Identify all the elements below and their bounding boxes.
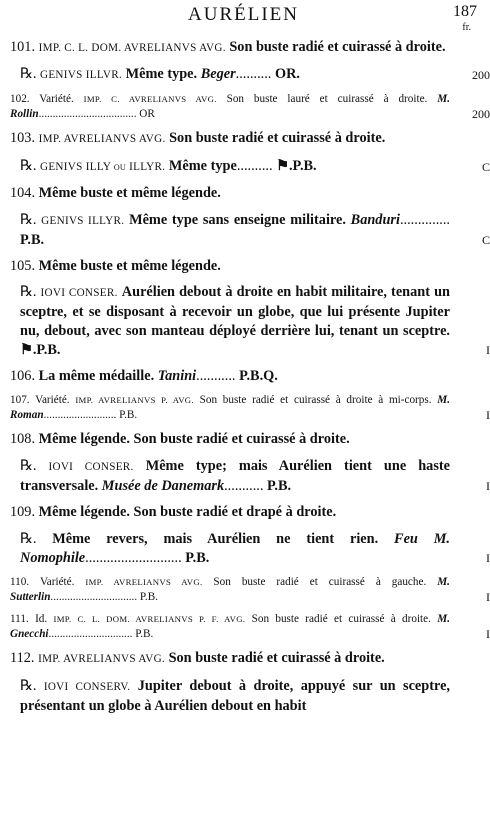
leader-dots: .............................. bbox=[48, 628, 133, 640]
entry-number: 108. bbox=[10, 431, 36, 447]
entry-description: Même légende. Son buste radié et drapé à droite. bbox=[38, 504, 337, 520]
rarity: I bbox=[486, 343, 490, 357]
metal-value: ⚑.P.B. bbox=[276, 158, 317, 174]
entry-description: Aurélien debout à droite en habit militaire, tenant un sceptre, et se disposant à recevoir un globe, que lui présente Jupiter nu, debout, avec son manteau déployé derrière lui, tenant un sceptre. bbox=[20, 284, 450, 339]
leader-dots: ............................... bbox=[50, 591, 138, 603]
variant-label: Id. bbox=[35, 613, 48, 625]
reverse-legend: GENIVS ILLY ou ILLYR. bbox=[39, 161, 166, 173]
reverse-symbol: ℞. bbox=[20, 212, 37, 228]
entry-description: Même type; mais Aurélien tient une haste transversale. bbox=[20, 458, 451, 494]
entry-description: Son buste radié et cuirassé à droite. bbox=[251, 613, 431, 625]
leader-dots: .......... bbox=[236, 158, 273, 174]
leader-dots: ........... bbox=[224, 478, 264, 494]
entry-reverse bbox=[10, 65, 490, 85]
entry-number: 112. bbox=[10, 650, 35, 666]
entry-reverse bbox=[10, 157, 490, 177]
reverse-symbol: ℞. bbox=[20, 458, 37, 474]
reverse-legend: IOVI CONSERV. bbox=[43, 681, 131, 693]
entry-description: Jupiter debout à droite, appuyé sur un sceptre, présentant un globe à Aurélien debout en habit bbox=[20, 678, 450, 714]
reverse-symbol: ℞. bbox=[20, 531, 37, 547]
page-number: 187 bbox=[453, 3, 477, 20]
authority: M. Sutterlin bbox=[10, 576, 450, 603]
metal-value: ⚑.P.B. bbox=[20, 342, 61, 358]
entry-109 bbox=[10, 503, 450, 522]
reverse-symbol: ℞. bbox=[20, 158, 37, 174]
rarity: I bbox=[486, 408, 490, 422]
reverse-symbol: ℞. bbox=[20, 284, 37, 300]
rarity: I bbox=[486, 479, 490, 493]
reverse-legend: GENIVS ILLYR. bbox=[41, 215, 125, 227]
leader-dots: ................................... bbox=[38, 108, 137, 120]
authority: Tanini bbox=[157, 368, 197, 384]
authority: Musée de Danemark bbox=[101, 478, 225, 494]
metal-value: P.B. bbox=[20, 232, 45, 248]
obverse-legend: IMP. AVRELIANVS AVG. bbox=[38, 653, 165, 665]
entry-description: Son buste radié et cuirassé à droite. bbox=[169, 130, 386, 146]
entry-number: 103. bbox=[10, 130, 36, 146]
authority: M. Roman bbox=[10, 394, 450, 421]
obverse-legend: IMP. C. AVRELIANVS AVG. bbox=[83, 94, 217, 104]
entry-number: 101. bbox=[10, 39, 36, 55]
running-head: AURÉLIEN bbox=[188, 4, 299, 25]
entry-105 bbox=[10, 257, 450, 276]
entry-101 bbox=[10, 38, 450, 58]
entry-number: 110. bbox=[10, 576, 30, 588]
entry-number: 106. bbox=[10, 368, 36, 384]
entry-111 bbox=[10, 612, 490, 642]
authority: Beger bbox=[200, 66, 236, 82]
entry-description: Même légende. Son buste radié et cuirassé à droite. bbox=[38, 431, 350, 447]
entry-number: 107. bbox=[10, 394, 30, 406]
obverse-legend: IMP. AVRELIANVS AVG. bbox=[38, 133, 166, 145]
rarity: I bbox=[486, 590, 490, 604]
leader-dots: .......................... bbox=[43, 409, 117, 421]
catalogue-entries bbox=[10, 38, 490, 716]
obverse-legend: IMP. C. L. DOM. AVRELIANVS P. F. AVG. bbox=[53, 614, 246, 624]
entry-number: 104. bbox=[10, 185, 36, 201]
entry-106 bbox=[10, 367, 450, 386]
reverse-symbol: ℞. bbox=[20, 678, 37, 694]
entry-description: Même type. bbox=[125, 66, 198, 82]
entry-reverse bbox=[10, 457, 490, 496]
leader-dots: .............. bbox=[399, 212, 450, 228]
rarity: C bbox=[481, 160, 490, 174]
entry-reverse bbox=[10, 530, 490, 568]
metal-value: P.B. bbox=[185, 550, 210, 566]
entry-108 bbox=[10, 430, 450, 449]
rarity: 200 bbox=[472, 107, 490, 121]
entry-reverse bbox=[10, 211, 490, 250]
entry-description: Son buste radié et cuirassé à droite. bbox=[168, 650, 385, 666]
authority: Banduri bbox=[350, 212, 400, 228]
metal-value: OR bbox=[139, 108, 155, 120]
authority: M. Gnecchi bbox=[10, 613, 451, 640]
obverse-legend: IMP. AVRELIANVS AVG. bbox=[85, 577, 203, 587]
entry-number: 102. bbox=[10, 93, 30, 105]
metal-value: P.B. bbox=[139, 591, 158, 603]
rarity: 200 bbox=[472, 68, 490, 82]
leader-dots: ........................... bbox=[85, 550, 182, 566]
metal-value: P.B. bbox=[267, 478, 292, 494]
rarity: I bbox=[486, 551, 490, 565]
authority: Feu M. Nomophile bbox=[20, 531, 451, 566]
reverse-symbol: ℞. bbox=[20, 66, 37, 82]
entry-102 bbox=[10, 92, 490, 122]
entry-112 bbox=[10, 649, 450, 669]
entry-description: Son buste radié et cuirassé à droite à mi-corps. bbox=[199, 394, 432, 406]
entry-reverse bbox=[10, 677, 450, 716]
authority: M. Rollin bbox=[10, 93, 450, 120]
reverse-legend: IOVI CONSER. bbox=[48, 461, 134, 473]
entry-description: La même médaille. bbox=[38, 368, 155, 384]
entry-description: Même buste et même légende. bbox=[38, 258, 221, 274]
entry-description: Son buste lauré et cuirassé à droite. bbox=[226, 93, 428, 105]
variant-label: Variété. bbox=[35, 394, 70, 406]
rarity: C bbox=[481, 233, 490, 247]
entry-110 bbox=[10, 575, 490, 605]
leader-dots: .......... bbox=[235, 66, 272, 82]
entry-number: 109. bbox=[10, 504, 36, 520]
entry-description: Même type bbox=[168, 158, 237, 174]
entry-description: Son buste radié et cuirassé à droite. bbox=[229, 39, 446, 55]
metal-value: P.B. bbox=[135, 628, 154, 640]
obverse-legend: IMP. AVRELIANVS P. AVG. bbox=[75, 395, 194, 405]
entry-103 bbox=[10, 129, 450, 149]
metal-value: P.B. bbox=[119, 409, 138, 421]
entry-description: Son buste radié et cuirassé à gauche. bbox=[213, 576, 427, 588]
metal-value: P.B.Q. bbox=[239, 368, 278, 384]
rarity: I bbox=[486, 627, 490, 641]
obverse-legend: IMP. C. L. DOM. AVRELIANVS AVG. bbox=[38, 42, 226, 54]
entry-107 bbox=[10, 393, 490, 423]
entry-number: 111. bbox=[10, 613, 29, 625]
reverse-legend: GENIVS ILLVR. bbox=[39, 69, 123, 81]
reverse-legend: IOVI CONSER. bbox=[40, 287, 118, 299]
variant-label: Variété. bbox=[39, 576, 75, 588]
entry-reverse bbox=[10, 283, 490, 360]
metal-value: OR. bbox=[274, 66, 300, 82]
entry-number: 105. bbox=[10, 258, 36, 274]
value-unit: fr. bbox=[462, 22, 471, 33]
variant-label: Variété. bbox=[39, 93, 74, 105]
entry-description: Même buste et même légende. bbox=[38, 185, 221, 201]
entry-104 bbox=[10, 184, 450, 203]
page-header bbox=[0, 4, 487, 38]
entry-description: Même revers, mais Aurélien ne tient rien. bbox=[52, 531, 379, 547]
leader-dots: ........... bbox=[196, 368, 236, 384]
entry-description: Même type sans enseigne militaire. bbox=[129, 212, 346, 228]
